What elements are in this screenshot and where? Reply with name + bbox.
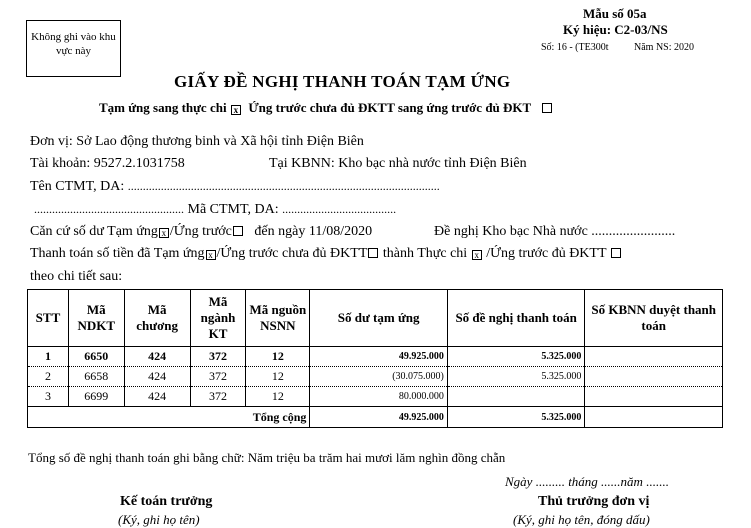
col-duyet: Số KBNN duyệt thanh toán: [585, 290, 723, 347]
table-total-row: [28, 407, 723, 428]
cell-chuong: 424: [124, 367, 190, 387]
head-of-unit-sub: (Ký, ghi họ tên, đóng dấu): [513, 512, 650, 527]
detail-line: theo chi tiết sau:: [30, 269, 123, 284]
col-de-nghi: Số đề nghị thanh toán: [447, 290, 585, 347]
col-ndkt: Mã NDKT: [68, 290, 124, 347]
cell-nguon: 12: [246, 347, 310, 367]
col-nganh: Mã ngành KT: [190, 290, 246, 347]
payment-qualified-checkbox[interactable]: [611, 248, 621, 258]
date-line: Ngày ......... tháng ......năm .......: [505, 474, 669, 489]
total-duyet: [585, 407, 723, 428]
treasury-line: Tại KBNN: Kho bạc nhà nước tỉnh Điện Biên: [269, 156, 527, 171]
cell-de-nghi: [447, 387, 585, 407]
cell-duyet: [585, 387, 723, 407]
ctmt-code-lead-dots: ..................................................: [34, 202, 184, 216]
col-chuong: Mã chương: [124, 290, 190, 347]
ctmt-code-label: Mã CTMT, DA:: [187, 202, 279, 217]
document-number: Số: 16 - (TE300t: [541, 42, 609, 53]
payment-advance-checkbox[interactable]: x: [206, 250, 216, 260]
table-header-row: [28, 290, 723, 347]
basis-text-2: /Ứng trước: [169, 224, 232, 239]
cell-so-du: 80.000.000: [310, 387, 448, 407]
total-label: Tổng cộng: [28, 407, 310, 428]
cell-stt: 2: [28, 367, 69, 387]
cell-de-nghi: 5.325.000: [447, 347, 585, 367]
ctmt-code-line: [34, 202, 396, 218]
payment-text-3: thành Thực chi: [382, 246, 468, 261]
cell-ndkt: 6658: [68, 367, 124, 387]
cell-duyet: [585, 367, 723, 387]
basis-date: đến ngày 11/08/2020: [254, 224, 373, 239]
payment-unqualified-checkbox[interactable]: [368, 248, 378, 258]
head-of-unit-title: Thủ trưởng đơn vị: [538, 494, 650, 509]
reserved-area-text: Không ghi vào khu vực này: [31, 31, 116, 57]
options-line: [99, 100, 553, 116]
page-title: GIẤY ĐỀ NGHỊ THANH TOÁN TẠM ỨNG: [174, 72, 511, 91]
total-so-du: 49.925.000: [310, 407, 448, 428]
payment-text-4: /Ứng trước đủ ĐKTT: [486, 246, 607, 261]
col-nguon: Mã nguồn NSNN: [246, 290, 310, 347]
option-advance-to-actual-checkbox[interactable]: x: [231, 105, 241, 115]
form-symbol: Ký hiệu: C2-03/NS: [563, 22, 668, 37]
account-line: Tài khoản: 9527.2.1031758: [30, 156, 185, 171]
cell-so-du: 49.925.000: [310, 347, 448, 367]
unit-line: Đơn vị: Sở Lao động thương binh và Xã hội tỉnh Điện Biên: [30, 134, 364, 149]
form-number: Mẫu số 05a: [583, 6, 647, 21]
payment-line: [30, 246, 622, 262]
cell-ndkt: 6650: [68, 347, 124, 367]
ctmt-line: [30, 179, 440, 195]
col-stt: STT: [28, 290, 69, 347]
basis-request: Đề nghị Kho bạc Nhà nước ........................: [434, 224, 676, 239]
budget-year: Năm NS: 2020: [634, 42, 694, 53]
chief-accountant-title: Kế toán trưởng: [120, 494, 213, 509]
option-prepayment-conversion-checkbox[interactable]: [542, 103, 552, 113]
basis-advance-checkbox[interactable]: x: [159, 228, 169, 238]
cell-so-du: (30.075.000): [310, 367, 448, 387]
cell-stt: 3: [28, 387, 69, 407]
cell-nganh: 372: [190, 347, 246, 367]
ctmt-code-dots: ......................................: [282, 202, 397, 216]
ctmt-dots: ........................................................................................................: [127, 179, 440, 193]
option-advance-to-actual: Tạm ứng sang thực chi: [99, 100, 227, 115]
cell-de-nghi: 5.325.000: [447, 367, 585, 387]
cell-ndkt: 6699: [68, 387, 124, 407]
cell-stt: 1: [28, 347, 69, 367]
basis-text-1: Căn cứ số dư Tạm ứng: [30, 224, 158, 239]
option-prepayment-conversion: Ứng trước chưa đủ ĐKTT sang ứng trước đủ ĐKT: [248, 100, 531, 115]
payment-text-1: Thanh toán số tiền đã Tạm ứng: [30, 246, 205, 261]
cell-nganh: 372: [190, 387, 246, 407]
basis-prepay-checkbox[interactable]: [233, 226, 243, 236]
table-row: [28, 367, 723, 387]
payment-table: [27, 289, 723, 428]
payment-text-2: /Ứng trước chưa đủ ĐKTT: [216, 246, 368, 261]
table-row: [28, 347, 723, 367]
table-row: [28, 387, 723, 407]
cell-nganh: 372: [190, 367, 246, 387]
basis-line: [30, 224, 372, 240]
chief-accountant-sub: (Ký, ghi họ tên): [118, 512, 200, 527]
cell-nguon: 12: [246, 367, 310, 387]
total-de-nghi: 5.325.000: [447, 407, 585, 428]
cell-chuong: 424: [124, 387, 190, 407]
payment-actual-checkbox[interactable]: x: [472, 250, 482, 260]
col-so-du: Số dư tạm ứng: [310, 290, 448, 347]
cell-chuong: 424: [124, 347, 190, 367]
reserved-area-box: [26, 20, 121, 77]
ctmt-label: Tên CTMT, DA:: [30, 179, 125, 194]
cell-duyet: [585, 347, 723, 367]
cell-nguon: 12: [246, 387, 310, 407]
amount-in-words: Tổng số đề nghị thanh toán ghi bằng chữ: Năm triệu ba trăm hai mươi lăm nghìn đồng chẵn: [28, 450, 506, 465]
